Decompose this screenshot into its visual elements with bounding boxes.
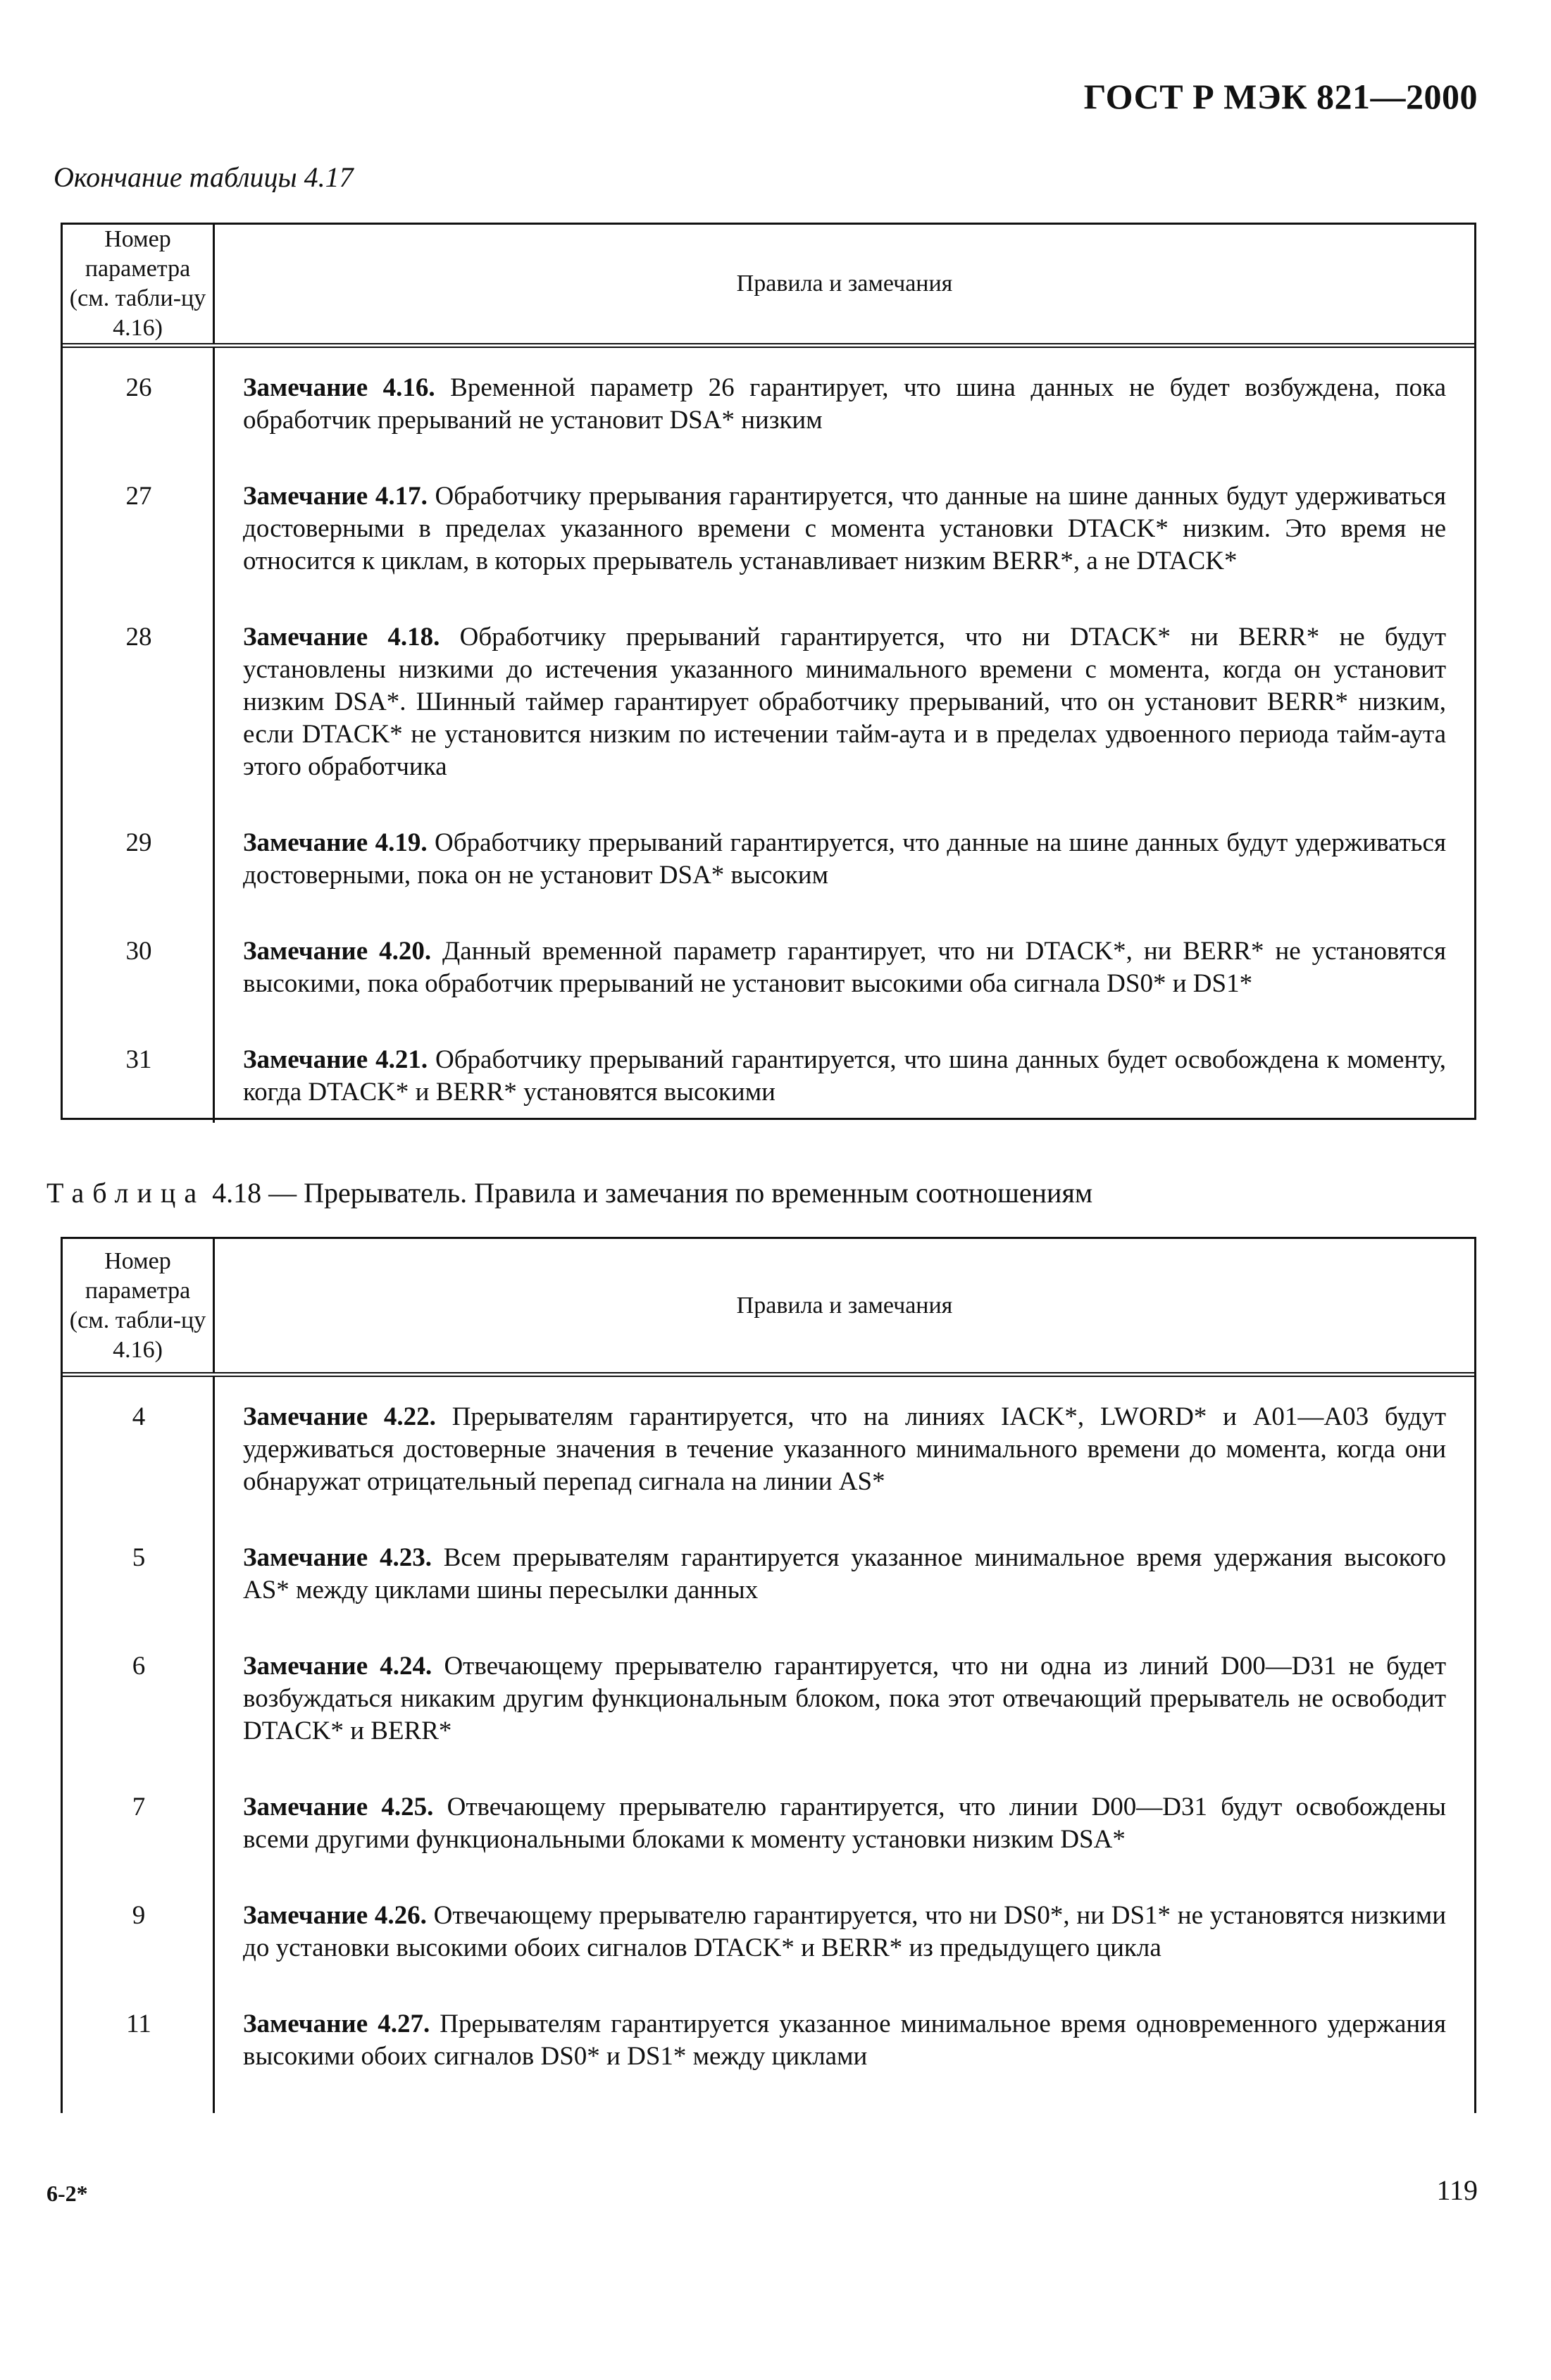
table-4-18 [61,1237,1476,2113]
rule-text [215,921,1474,1014]
table-row [63,358,1474,451]
rule-text [215,1387,1474,1512]
param-number: 7 [132,1793,146,1821]
param-number: 26 [125,373,152,402]
col-header-rules: Правила и замечания [736,1292,953,1319]
param-number: 4 [132,1402,146,1431]
note-body: Всем прерывателям гарантируется указанное минимальное время удержания высокого AS* между циклами шины пересылки данных [243,1543,1446,1605]
rule-text [215,1528,1474,1621]
table-row [63,1636,1474,1762]
note-label: Замечание 4.16. [243,373,435,402]
rule-text [215,1777,1474,1870]
standard-header: ГОСТ Р МЭК 821—2000 [1083,77,1478,116]
rule-text [215,1994,1474,2087]
rule-text [215,607,1474,797]
col-header-param-number: Номер параметра (см. табли-цу 4.16) [63,225,215,343]
note-label: Замечание 4.25. [243,1793,434,1821]
table-continuation-caption: Окончание таблицы 4.17 [54,161,354,193]
param-number: 6 [132,1652,146,1681]
col-header-rules: Правила и замечания [736,270,953,297]
note-body: Обработчику прерываний гарантируется, что данные на шине данных будут удерживаться достоверными, пока он не установит DSA* высоким [243,828,1446,890]
rule-text [215,1030,1474,1123]
note-label: Замечание 4.21. [243,1045,428,1074]
note-body: Данный временной параметр гарантирует, что ни DTACK*, ни BERR* не установятся высокими, пока обработчик прерываний не установит высокими оба сигнала DS0* и DS1* [243,937,1446,998]
note-label: Замечание 4.19. [243,828,428,857]
note-body: Обработчику прерываний гарантируется, что шина данных будет освобождена к моменту, когда DTACK* и BERR* установятся высокими [243,1045,1446,1107]
note-body: Временной параметр 26 гарантирует, что шина данных не будет возбуждена, пока обработчик прерываний не установит DSA* низким [243,373,1446,435]
table-row [63,466,1474,592]
note-body: Отвечающему прерывателю гарантируется, что ни DS0*, ни DS1* не установятся низкими до установки высокими обоих сигналов DTACK* и BERR* из предыдущего цикла [243,1901,1446,1962]
rule-text [215,813,1474,906]
table-4-18-caption [46,1176,1092,1209]
note-label: Замечание 4.18. [243,623,440,652]
note-label: Замечание 4.22. [243,1402,436,1431]
rule-text [215,466,1474,592]
param-number: 30 [125,937,152,966]
param-number: 11 [126,2010,151,2038]
table-row [63,813,1474,906]
sheet-mark: 6-2* [46,2181,88,2206]
note-body: Обработчику прерываний гарантируется, что ни DTACK* ни BERR* не будут установлены низкими до истечения указанного минимального времени с момента, когда он установит низким DSA*. Шинный таймер гарантирует обработчику прерываний, что он установит BERR* низким, если DTACK* не установится низким по истечении тайм-аута и в пределах удвоенного периода тайм-аута этого обработчика [243,623,1446,781]
note-body: Обработчику прерывания гарантируется, что данные на шине данных будут удерживаться достоверными в пределах указанного времени с момента установки DTACK* низким. Это время не относится к циклам, в которых прерыватель устанавливает низким BERR*, а не DTACK* [243,482,1446,575]
note-label: Замечание 4.20. [243,937,432,966]
param-number: 9 [132,1901,146,1930]
table-row [63,1777,1474,1870]
caption-title: 4.18 — Прерыватель. Правила и замечания по временным соотношениям [205,1177,1093,1209]
note-body: Прерывателям гарантируется, что на линиях IACK*, LWORD* и A01—A03 будут удерживаться достоверные значения в течение указанного минимального времени до момента, когда они обнаружат отрицательный перепад сигнала на линии AS* [243,1402,1446,1496]
table-4-17-end [61,223,1476,1120]
table-row [63,1994,1474,2087]
param-number: 5 [132,1543,146,1572]
note-label: Замечание 4.26. [243,1901,427,1930]
table-header [63,1239,1474,1377]
col-header-param-number: Номер параметра (см. табли-цу 4.16) [63,1239,215,1372]
table-row [63,1030,1474,1123]
rule-text [215,358,1474,451]
note-label: Замечание 4.24. [243,1652,432,1681]
table-header [63,225,1474,348]
param-number: 28 [125,623,152,652]
page-number: 119 [1436,2174,1478,2206]
note-label: Замечание 4.23. [243,1543,432,1572]
note-label: Замечание 4.27. [243,2010,430,2038]
table-row [63,1528,1474,1621]
table-row [63,1886,1474,1979]
param-number: 31 [125,1045,152,1074]
note-label: Замечание 4.17. [243,482,428,511]
note-body: Отвечающему прерывателю гарантируется, что ни одна из линий D00—D31 не будет возбуждаться никаким другим функциональным блоком, пока этот отвечающий прерыватель не освободит DTACK* и BERR* [243,1652,1446,1745]
table-row [63,607,1474,797]
param-number: 29 [125,828,152,857]
note-body: Прерывателям гарантируется указанное минимальное время одновременного удержания высокими обоих сигналов DS0* и DS1* между циклами [243,2010,1446,2071]
rule-text [215,1886,1474,1979]
rule-text [215,1636,1474,1762]
table-row [63,1387,1474,1512]
param-number: 27 [125,482,152,511]
caption-word: Таблица [46,1177,206,1209]
note-body: Отвечающему прерывателю гарантируется, что линии D00—D31 будут освобождены всеми другими функциональными блоками к моменту установки низким DSA* [243,1793,1446,1854]
table-row [63,921,1474,1014]
